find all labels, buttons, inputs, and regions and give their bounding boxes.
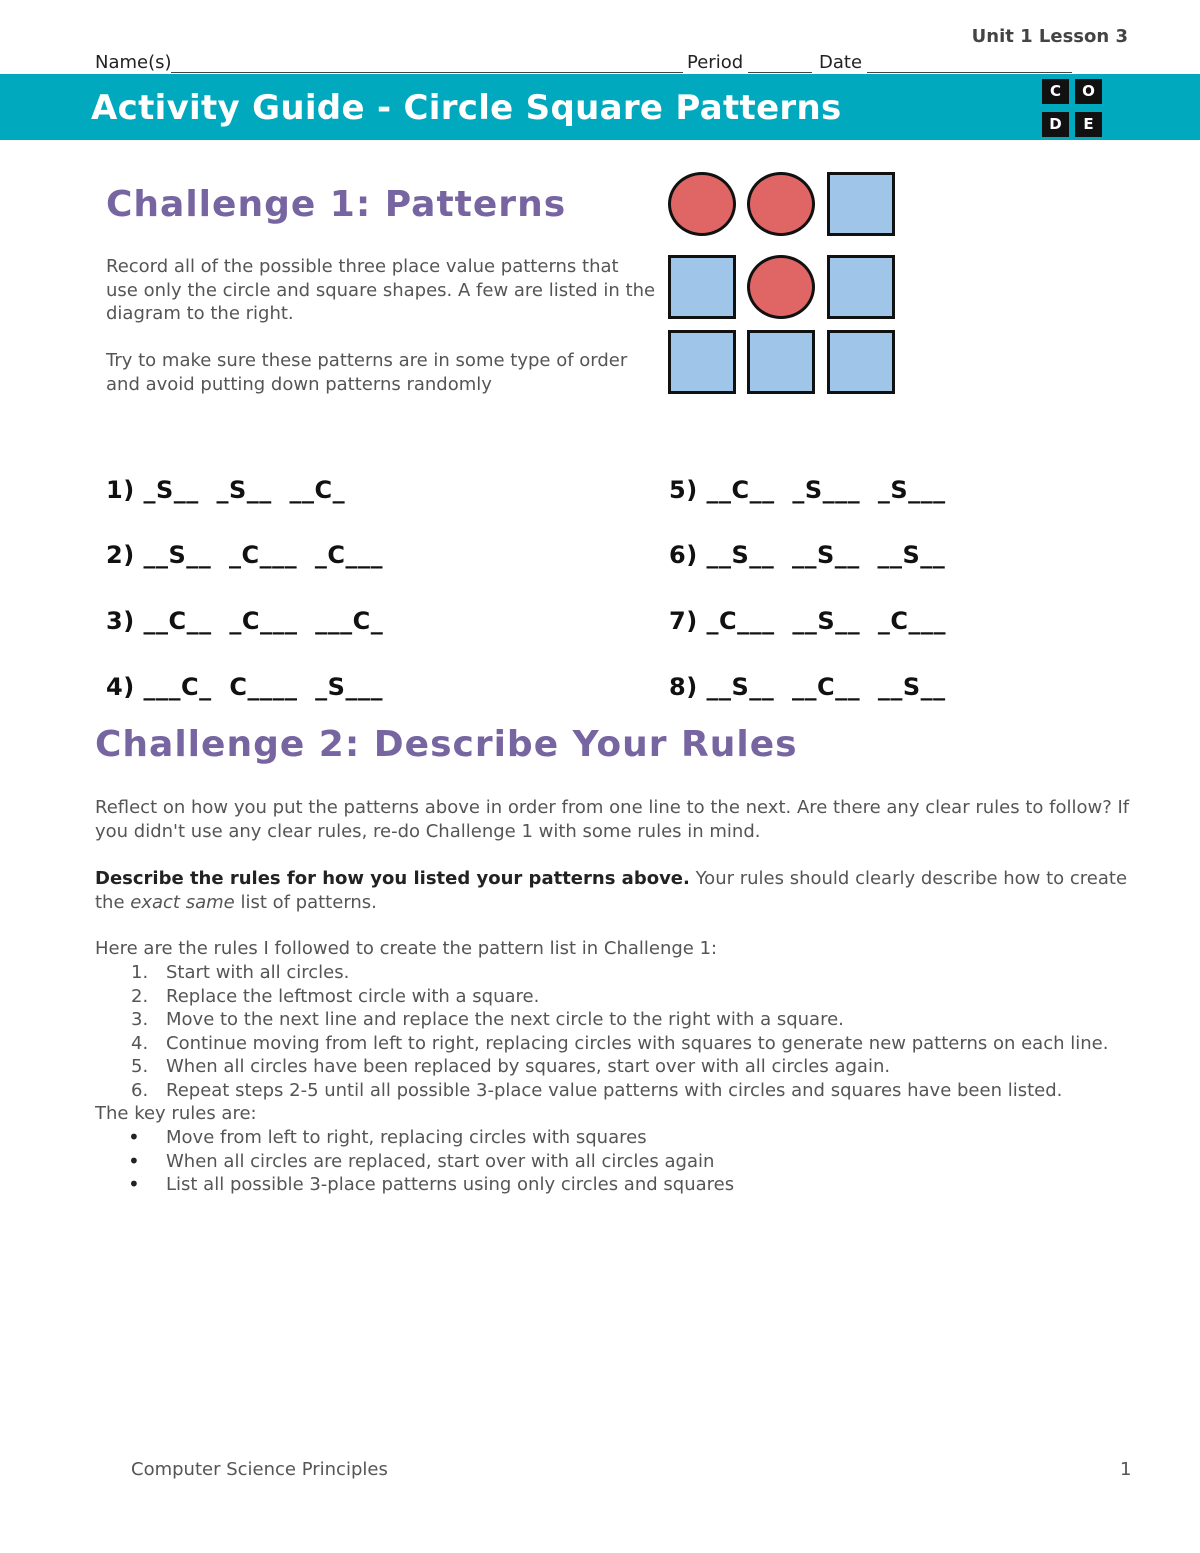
bullet-icon: •: [128, 1172, 140, 1196]
logo-letter-e: E: [1075, 112, 1102, 137]
key-rules-list: [95, 1126, 1155, 1197]
footer-page-number: 1: [1120, 1459, 1132, 1480]
key-rule-text: Move from left to right, replacing circles with squares: [166, 1127, 647, 1148]
bullet-icon: •: [128, 1125, 140, 1149]
answer-8: 8) __S__ __C__ __S__: [669, 673, 946, 701]
rule-number: 2.: [131, 985, 149, 1007]
square-shape: [668, 255, 736, 319]
answer-4: 4) ___C_ C____ _S___: [106, 673, 383, 701]
date-label: Date: [819, 52, 863, 73]
challenge1-order-note: Try to make sure these patterns are in some type of order and avoid putting down patterns randomly: [106, 350, 628, 395]
rule-item: [95, 985, 1155, 1009]
challenge1-instructions: Record all of the possible three place value patterns that use only the circle and square shapes. A few are listed in the diagram to the right.: [106, 256, 656, 324]
code-logo: [1042, 79, 1106, 143]
rule-text: Continue moving from left to right, replacing circles with squares to generate new patterns on each line.: [166, 1032, 1109, 1054]
name-line: [171, 72, 683, 73]
circle-shape: [747, 172, 815, 236]
challenge2-reflect: Reflect on how you put the patterns above in order from one line to the next. Are there any clear rules to follow? If you didn't use any clear rules, re-do Challenge 1 with some rules in mind.: [95, 797, 1130, 842]
describe-italic: exact same: [130, 891, 235, 913]
rule-text: When all circles have been replaced by squares, start over with all circles again.: [166, 1056, 891, 1077]
key-rule-item: [95, 1173, 1155, 1197]
rule-item: [95, 1055, 1155, 1079]
logo-letter-d: D: [1042, 112, 1069, 137]
unit-lesson-label: Unit 1 Lesson 3: [971, 26, 1128, 47]
footer-course: Computer Science Principles: [131, 1459, 388, 1480]
square-shape: [827, 172, 895, 236]
answer-7: 7) _C___ __S__ _C___: [669, 607, 946, 635]
key-rule-text: When all circles are replaced, start over with all circles again: [166, 1150, 715, 1172]
bullet-icon: •: [128, 1148, 140, 1173]
answer-5: 5) __C__ _S___ _S___: [669, 476, 946, 504]
circle-shape: [747, 255, 815, 319]
name-label: Name(s): [95, 52, 172, 73]
date-line: [867, 72, 1072, 73]
rule-number: 6.: [131, 1079, 149, 1101]
rules-intro: Here are the rules I followed to create the pattern list in Challenge 1:: [95, 938, 718, 959]
circle-shape: [668, 172, 736, 236]
rule-number: 5.: [131, 1056, 149, 1077]
answer-2: 2) __S__ _C___ _C___: [106, 541, 383, 569]
rules-list: [95, 961, 1155, 1102]
rule-number: 1.: [131, 962, 149, 983]
answer-6: 6) __S__ __S__ __S__: [669, 541, 946, 569]
rule-text: Start with all circles.: [166, 962, 350, 983]
square-shape: [668, 330, 736, 394]
rule-number: 4.: [131, 1032, 149, 1054]
describe-bold: Describe the rules for how you listed your patterns above.: [95, 868, 690, 889]
square-shape: [747, 330, 815, 394]
square-shape: [827, 255, 895, 319]
logo-letter-c: C: [1042, 79, 1069, 104]
title-banner: [0, 74, 1200, 140]
describe-text-1: Your rules should clearly describe how to create the: [95, 868, 1128, 913]
square-shape: [827, 330, 895, 394]
key-rule-text: List all possible 3-place patterns using only circles and squares: [166, 1174, 735, 1195]
rule-number: 3.: [131, 1009, 149, 1030]
rule-text: Replace the leftmost circle with a square.: [166, 985, 540, 1007]
key-rules-intro: The key rules are:: [95, 1103, 257, 1124]
name-period-date-row: [95, 52, 1075, 74]
challenge2-heading: Challenge 2: Describe Your Rules: [95, 724, 798, 765]
period-line: [748, 72, 812, 73]
key-rule-item: [95, 1150, 1155, 1174]
rule-item: [95, 1032, 1155, 1056]
describe-text-2: list of patterns.: [234, 891, 377, 913]
logo-letter-o: O: [1075, 79, 1102, 104]
challenge2-describe: [95, 867, 1135, 914]
challenge1-heading: Challenge 1: Patterns: [106, 184, 567, 225]
rule-text: Move to the next line and replace the next circle to the right with a square.: [166, 1009, 844, 1030]
rule-item: [95, 1008, 1155, 1032]
page-title: Activity Guide - Circle Square Patterns: [91, 88, 842, 128]
period-label: Period: [687, 52, 744, 73]
answer-1: 1) _S__ _S__ __C_: [106, 476, 346, 504]
key-rule-item: [95, 1126, 1155, 1150]
pattern-diagram: [668, 172, 898, 396]
rule-item: [95, 961, 1155, 985]
rule-text: Repeat steps 2-5 until all possible 3-place value patterns with circles and squares have been listed.: [166, 1079, 1063, 1101]
rule-item: [95, 1079, 1155, 1103]
answer-3: 3) __C__ _C___ ___C_: [106, 607, 384, 635]
